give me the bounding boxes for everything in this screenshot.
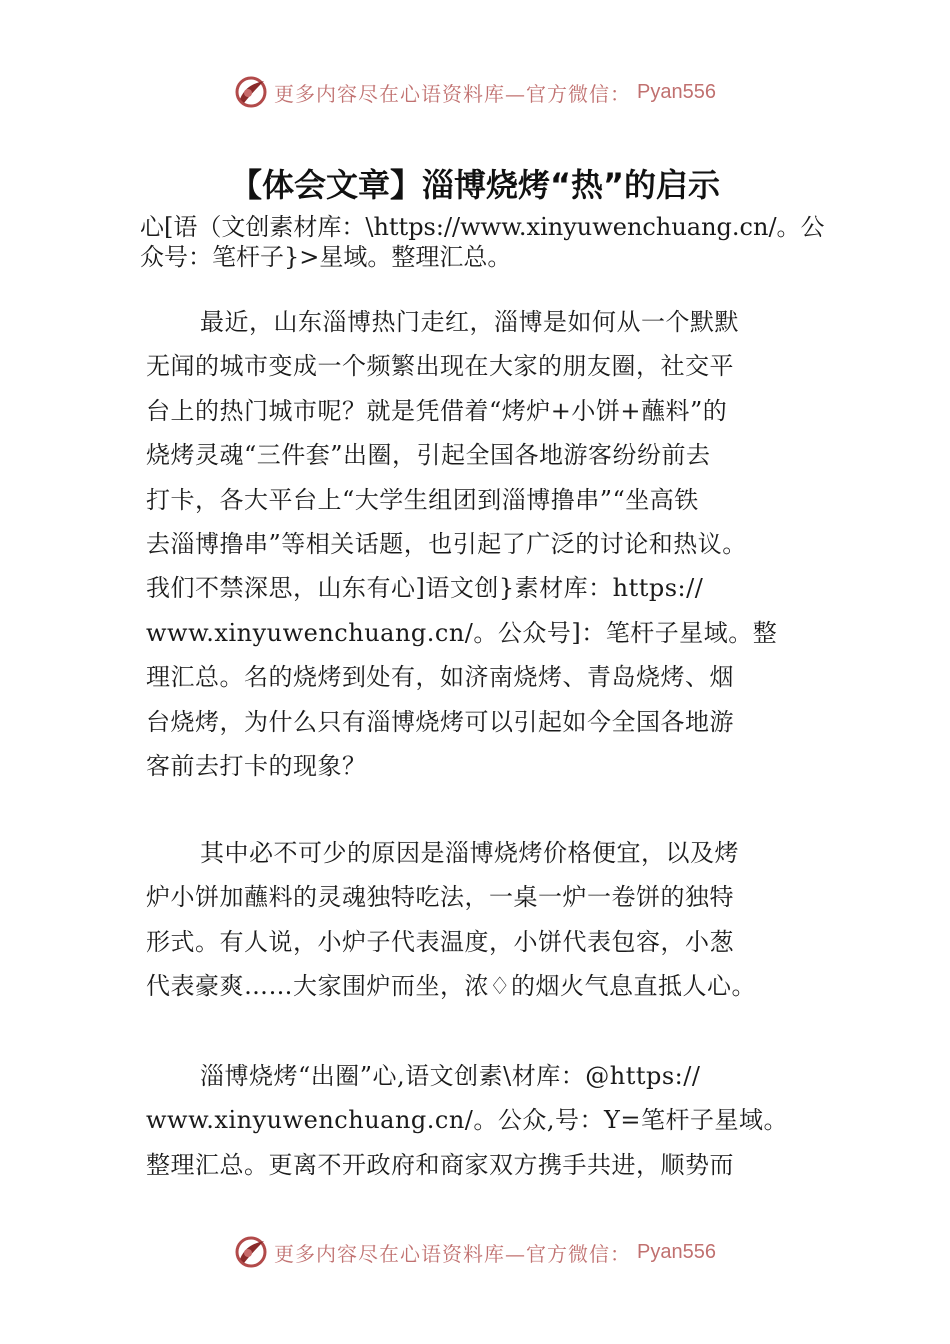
banner-text: 更多内容尽在心语资料库—官方微信： [274, 81, 632, 106]
paragraph-line: 代表豪爽……大家围炉而坐，浓♢的烟火气息直抵人心。 [146, 972, 757, 1001]
paragraph-line: 最近，山东淄博热门走红，淄博是如何从一个默默 [200, 308, 739, 336]
document-title: 【体会文章】淄博烧烤“热”的启示 [229, 166, 721, 204]
paragraph-line: 形式。有人说，小炉子代表温度，小饼代表包容，小葱 [146, 927, 734, 956]
header-banner [0, 72, 950, 112]
paragraph-line: 整理汇总。更离不开政府和商家双方携手共进，顺势而 [146, 1150, 734, 1179]
paragraph-line: 淄博烧烤“出圈”心,语文创素\材库：@https:// [200, 1062, 701, 1090]
paragraph-line: www.xinyuwenchuang.cn/。公众,号：Y=笔杆子星域。 [146, 1106, 788, 1135]
paragraph-2 [146, 831, 828, 1009]
paragraph-line: 台上的热门城市呢？就是凭借着“烤炉+小饼+蘸料”的 [146, 396, 728, 425]
paragraph-line: www.xinyuwenchuang.cn/。公众号]：笔杆子星域。整 [146, 618, 778, 647]
paragraph-3 [146, 1054, 828, 1187]
paragraph-line: 理汇总。名的烧烤到处有，如济南烧烤、青岛烧烤、烟 [146, 663, 734, 692]
paragraph-line: 炉小饼加蘸料的灵魂独特吃法，一桌一炉一卷饼的独特 [146, 883, 734, 912]
source-note: 心[语（文创素材库：\https://www.xinyuwenchuang.cn/。公众号：笔杆子}>星域。整理汇总。 [140, 213, 825, 271]
banner-wechat-id: Pyan556 [637, 1240, 716, 1263]
banner-wechat-id: Pyan556 [637, 80, 716, 103]
paragraph-line: 台烧烤，为什么只有淄博烧烤可以引起如今全国各地游 [146, 707, 734, 736]
brand-logo-icon [234, 1235, 268, 1269]
paragraph-line: 去淄博撸串”等相关话题，也引起了广泛的讨论和热议。 [146, 530, 747, 559]
paragraph-line: 我们不禁深思，山东有心]语文创}素材库：https:// [146, 574, 704, 603]
banner-text: 更多内容尽在心语资料库—官方微信： [274, 1241, 632, 1266]
footer-banner [0, 1232, 950, 1272]
paragraph-line: 其中必不可少的原因是淄博烧烤价格便宜，以及烤 [200, 839, 739, 867]
paragraph-line: 打卡，各大平台上“大学生组团到淄博撸串”“坐高铁 [146, 485, 699, 514]
paragraph-line: 烧烤灵魂“三件套”出圈，引起全国各地游客纷纷前去 [146, 441, 711, 470]
brand-logo-icon [234, 75, 268, 109]
paragraph-line: 客前去打卡的现象？ [146, 752, 367, 781]
paragraph-1 [146, 300, 828, 788]
paragraph-line: 无闻的城市变成一个频繁出现在大家的朋友圈，社交平 [146, 352, 734, 381]
